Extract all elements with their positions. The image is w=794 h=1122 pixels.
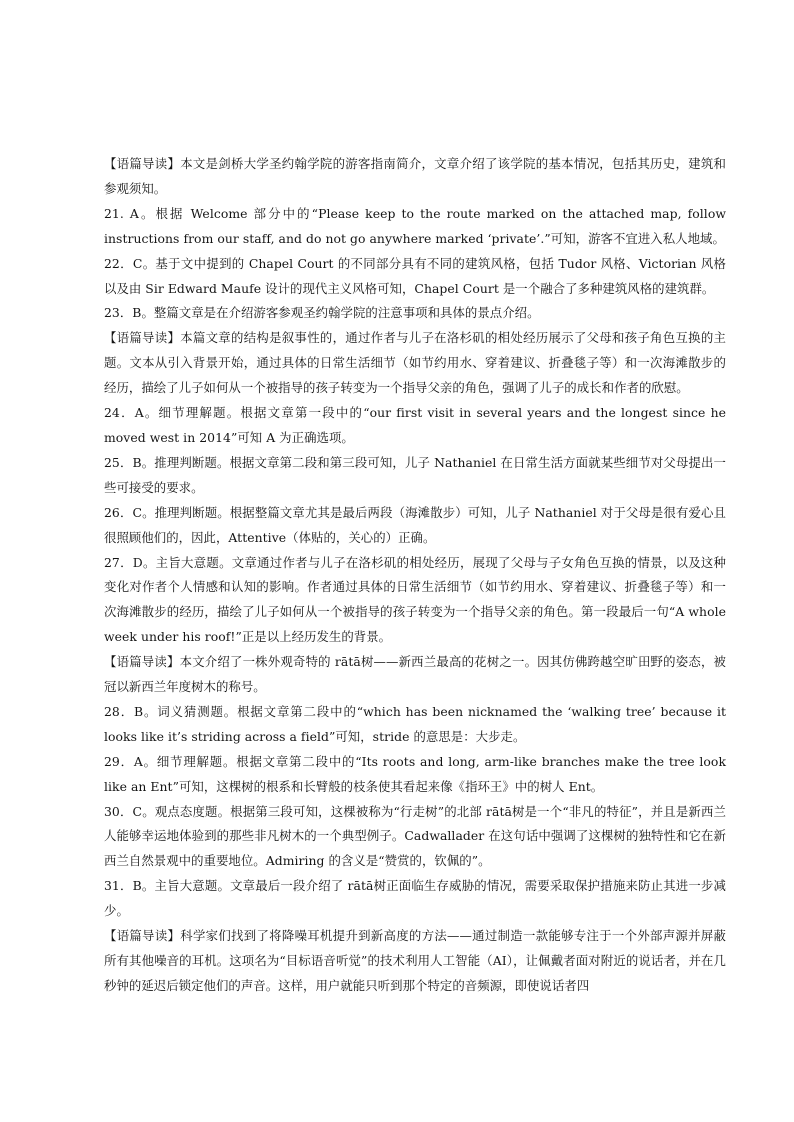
paragraph-2 (104, 326, 726, 401)
answer-25 (104, 451, 726, 501)
section-tag: 【语篇导读】 (104, 330, 181, 346)
answer-24 (104, 401, 726, 451)
section-tag: 【语篇导读】 (104, 928, 181, 944)
paragraph-text: 27．D。主旨大意题。文章通过作者与儿子在洛杉矶的相处经历，展现了父母与子女角色互换的情景，以及这种变化对作者个人情感和认知的影响。作者通过具体的日常生活细节（如节约用水、穿着建议、折叠毯子等）和一次海滩散步的经历，描绘了儿子如何从一个被指导的孩子转变为一个指导父亲的角色。第一段最后一句“A whole week under his roof!”正是以上经历发生的背景。 (104, 554, 726, 645)
paragraph-text: 本文是剑桥大学圣约翰学院的游客指南简介，文章介绍了该学院的基本情况，包括其历史，建筑和参观须知。 (104, 156, 726, 196)
paragraph-text: 本文介绍了一株外观奇特的 rātā树——新西兰最高的花树之一。因其仿佛跨越空旷田野的姿态，被冠以新西兰年度树木的称号。 (104, 654, 726, 695)
answer-21 (104, 202, 726, 252)
answer-28 (104, 700, 726, 750)
answer-30 (104, 800, 726, 875)
paragraph-text: 23．B。整篇文章是在介绍游客参观圣约翰学院的注意事项和具体的景点介绍。 (104, 305, 540, 321)
answer-23 (104, 301, 726, 326)
paragraph-text: 科学家们找到了将降噪耳机提升到新高度的方法——通过制造一款能够专注于一个外部声源并屏蔽所有其他噪音的耳机。这项名为“目标语音听觉”的技术利用人工智能（AI），让佩戴者面对附近的说话者，并在几秒钟的延迟后锁定他们的声音。这样，用户就能只听到那个特定的音频源，即使说话者四 (104, 928, 726, 993)
paragraph-text: 28．B。词义猜测题。根据文章第二段中的“which has been nicknamed the ‘walking tree’ because it looks like it’s striding across a field”可知，stride 的意思是：大步走。 (104, 703, 726, 744)
paragraph-text: 本篇文章的结构是叙事性的，通过作者与儿子在洛杉矶的相处经历展示了父母和孩子角色互换的主题。文本从引入背景开始，通过具体的日常生活细节（如节约用水、穿着建议、折叠毯子等）和一次海滩散步的经历，描绘了儿子如何从一个被指导的孩子转变为一个指导父亲的角色，强调了儿子的成长和作者的欣慰。 (104, 330, 726, 396)
paragraph-text: 21. A。根据 Welcome 部分中的“Please keep to the route marked on the attached map, follow instructions from our staff, and do not go anywhere marked ‘private’.”可知，游客不宜进入私人地域。 (104, 205, 726, 246)
paragraph-text: 25．B。推理判断题。根据文章第二段和第三段可知，儿子 Nathaniel 在日常生活方面就某些细节对父母提出一些可接受的要求。 (104, 454, 726, 495)
paragraph-4 (104, 924, 726, 999)
answer-27 (104, 551, 726, 651)
answer-29 (104, 750, 726, 800)
answer-explanations (104, 152, 726, 999)
section-tag: 【语篇导读】 (104, 654, 180, 670)
paragraph-1 (104, 152, 726, 202)
paragraph-text: 26．C。推理判断题。根据整篇文章尤其是最后两段（海滩散步）可知，儿子 Nathaniel 对于父母是很有爱心且很照顾他们的，因此，Attentive（体贴的，关心的）正确。 (104, 504, 726, 545)
paragraph-text: 29．A。细节理解题。根据文章第二段中的“Its roots and long, arm-like branches make the tree look like an Ent”可知，这棵树的根系和长臂般的枝条使其看起来像《指环王》中的树人 Ent。 (104, 753, 726, 794)
paragraph-text: 24．A。细节理解题。根据文章第一段中的“our first visit in several years and the longest since he moved west in 2014”可知 A 为正确选项。 (104, 405, 726, 445)
paragraph-text: 30．C。观点态度题。根据第三段可知，这棵被称为“行走树”的北部 rātā树是一个“非凡的特征”，并且是新西兰人能够幸运地体验到的那些非凡树木的一个典型例子。Cadwallader 在这句话中强调了这棵树的独特性和它在新西兰自然景观中的重要地位。Admiring 的含义是“赞赏的，钦佩的”。 (104, 803, 726, 869)
answer-22 (104, 252, 726, 302)
answer-26 (104, 501, 726, 551)
section-tag: 【语篇导读】 (104, 156, 181, 171)
paragraph-text: 31．B。主旨大意题。文章最后一段介绍了 rātā树正面临生存威胁的情况，需要采取保护措施来防止其进一步减少。 (104, 878, 726, 919)
paragraph-text: 22．C。基于文中提到的 Chapel Court 的不同部分具有不同的建筑风格，包括 Tudor 风格、Victorian 风格以及由 Sir Edward Maufe 设计的现代主义风格可知，Chapel Court 是一个融合了多种建筑风格的建筑群。 (104, 255, 726, 296)
answer-31 (104, 874, 726, 924)
paragraph-3 (104, 650, 726, 700)
